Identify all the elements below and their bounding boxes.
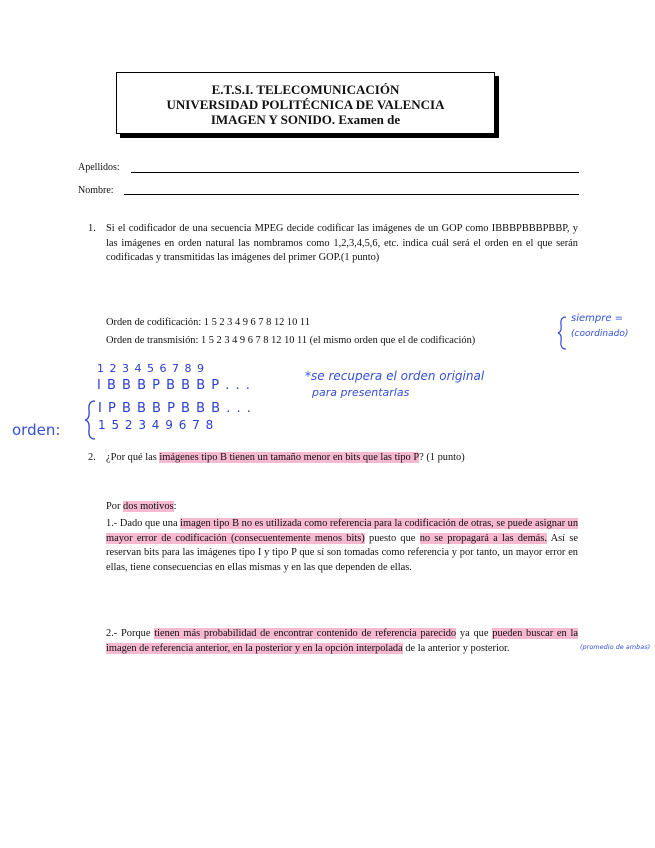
r2-highlight-1: tienen más probabilidad de encontrar contenido de referencia parecido (154, 628, 457, 639)
r1-pre: 1.- Dado que una (106, 518, 181, 529)
q2-number: 2. (88, 452, 96, 463)
reorder-numbers: 1 5 2 3 4 9 6 7 8 (98, 418, 215, 432)
q1-text: Si el codificador de una secuencia MPEG decide codificar las imágenes de un GOP como IBBBPBBBPBBP, y las imágenes en orden natural las nombramos como 1,2,3,4,5,6, etc. indica cuál será el orden en el que serán codificadas y transmitidas las imágenes del primer GOP.(1 punto) (106, 223, 578, 263)
q2-post: ? (1 punto) (419, 452, 465, 463)
q2-pre: ¿Por qué las (106, 452, 160, 463)
answer-reason-1 (106, 517, 578, 575)
transmission-order: Orden de transmisión: 1 5 2 3 4 9 6 7 8 12 10 11 (el mismo orden que el de codificación) (106, 335, 476, 346)
r1-post: Así se reservan bits para las imágenes tipo I y tipo P que sí son tomadas como referencia y por tanto, un mayor error en ellas, tiene consecuencias en ellas mismas y en las que dependen de ellas. (106, 532, 578, 573)
note-small: (promedio de ambas) (580, 643, 651, 651)
r2-pre: 2.- Porque (106, 628, 155, 639)
q1-number: 1. (88, 223, 96, 234)
school-name: E.T.S.I. TELECOMUNICACIÓN (211, 82, 400, 97)
university-name: UNIVERSIDAD POLITÉCNICA DE VALENCIA (166, 97, 445, 112)
answer-reason-2 (106, 627, 578, 656)
r1-mid: puesto que (364, 532, 420, 544)
q2-highlight: imágenes tipo B tienen un tamaño menor en bits que las tipo P (159, 452, 420, 463)
surname-field[interactable] (78, 162, 120, 173)
intro-pre: Por (106, 501, 124, 512)
r2-highlight-2: pueden buscar en la imagen de referencia anterior, en la posterior y en la opción interpolada (106, 628, 579, 654)
brace-left-icon (83, 399, 97, 441)
exam-header (116, 72, 495, 134)
brace-right-icon (557, 315, 569, 351)
reorder-frames: I P B B B P B B B . . . (98, 401, 252, 416)
r1-highlight-2: no se propagará a las demás. (419, 532, 547, 544)
coding-order: Orden de codificación: 1 5 2 3 4 9 6 7 8 12 10 11 (106, 317, 310, 328)
note-right-2: (coordinado) (571, 329, 629, 339)
r1-highlight-1: imagen tipo B no es utilizada como referencia para la codificación de otras, se puede asignar un mayor error de codificación (consecuentemente menos bits) (106, 518, 579, 544)
name-line (124, 194, 579, 195)
note-center-2: para presentarlas (312, 386, 410, 399)
seq-numbers: 1 2 3 4 5 6 7 8 9 (97, 362, 205, 375)
q2-text (106, 451, 578, 466)
seq-frames: I B B B P B B B P . . . (97, 378, 251, 393)
note-center-1: *se recupera el orden original (305, 369, 485, 383)
intro-highlight: dos motivos (123, 501, 174, 512)
r2-post: de la anterior y posterior. (402, 642, 510, 654)
name-label: Nombre: (78, 185, 114, 196)
r2-mid: ya que (456, 628, 493, 639)
exam-title: IMAGEN Y SONIDO. Examen de (210, 112, 401, 127)
surname-line (131, 172, 579, 173)
intro-post: : (173, 501, 177, 512)
name-field[interactable] (78, 185, 114, 196)
orden-label: orden: (12, 421, 61, 439)
note-right-1: siempre = (571, 313, 624, 324)
answer-intro (106, 500, 176, 515)
surname-label: Apellidos: (78, 162, 120, 173)
